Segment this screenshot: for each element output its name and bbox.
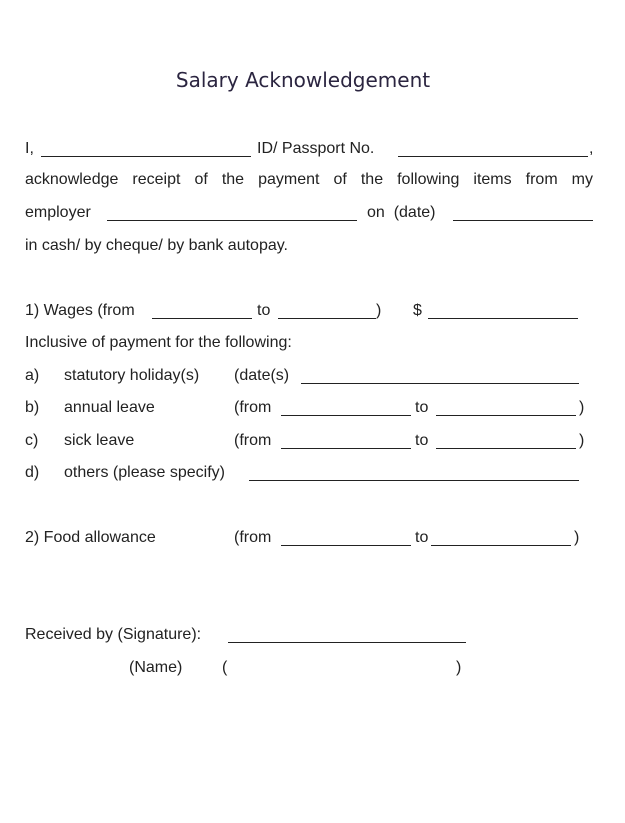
holiday-dates-field[interactable] [301,383,579,384]
others-field[interactable] [249,480,579,481]
word: receipt [132,171,181,188]
name-open-paren: ( [222,659,228,676]
item-b-from-label: (from [234,399,272,416]
word: acknowledge [25,171,119,188]
item-c-label: sick leave [64,432,135,449]
wages-label: 1) Wages (from [25,302,135,319]
employer-field[interactable] [107,220,357,221]
word: items [473,171,512,188]
signature-field[interactable] [228,642,466,643]
date-field[interactable] [453,220,593,221]
food-from-label: (from [234,529,272,546]
food-to-label: to [415,529,429,546]
signature-label: Received by (Signature): [25,626,202,643]
word: my [571,171,593,188]
food-to-field[interactable] [431,545,571,546]
wages-to-field[interactable] [278,318,376,319]
document-title: Salary Acknowledgement [175,68,431,92]
word: of [333,171,347,188]
food-close: ) [574,529,580,546]
acknowledge-line [25,171,593,189]
item-b-label: annual leave [64,399,155,416]
item-b-to-label: to [415,399,429,416]
sick-leave-to-field[interactable] [436,448,576,449]
date-label: on (date) [367,204,436,221]
item-b-letter: b) [25,399,40,416]
wages-from-field[interactable] [152,318,252,319]
item-d-label: others (please specify) [64,464,225,481]
sick-leave-from-field[interactable] [281,448,411,449]
item-a-field-label: (date(s) [234,367,290,384]
item-c-to-label: to [415,432,429,449]
word: from [525,171,558,188]
employer-label: employer [25,204,91,221]
printed-name-field[interactable] [232,656,452,678]
inclusive-label: Inclusive of payment for the following: [25,334,292,351]
id-passport-label: ID/ Passport No. [257,140,375,157]
word: the [360,171,384,188]
item-c-letter: c) [25,432,39,449]
item-c-from-label: (from [234,432,272,449]
word: following [397,171,460,188]
item-a-label: statutory holiday(s) [64,367,200,384]
name-close-paren: ) [456,659,462,676]
word: the [221,171,245,188]
name-field[interactable] [41,156,251,157]
item-a-letter: a) [25,367,40,384]
payment-method-text: in cash/ by cheque/ by bank autopay. [25,237,288,254]
comma: , [589,140,594,157]
wages-amount-field[interactable] [428,318,578,319]
food-from-field[interactable] [281,545,411,546]
food-label: 2) Food allowance [25,529,156,546]
annual-leave-to-field[interactable] [436,415,576,416]
wages-to-label: to [257,302,271,319]
annual-leave-from-field[interactable] [281,415,411,416]
item-c-close: ) [579,432,585,449]
currency-symbol: $ [413,302,422,319]
word: of [194,171,208,188]
word: payment [258,171,320,188]
id-passport-field[interactable] [398,156,588,157]
intro-i-label: I, [25,140,34,157]
name-label: (Name) [129,659,183,676]
item-d-letter: d) [25,464,40,481]
item-b-close: ) [579,399,585,416]
wages-close-paren: ) [376,302,382,319]
